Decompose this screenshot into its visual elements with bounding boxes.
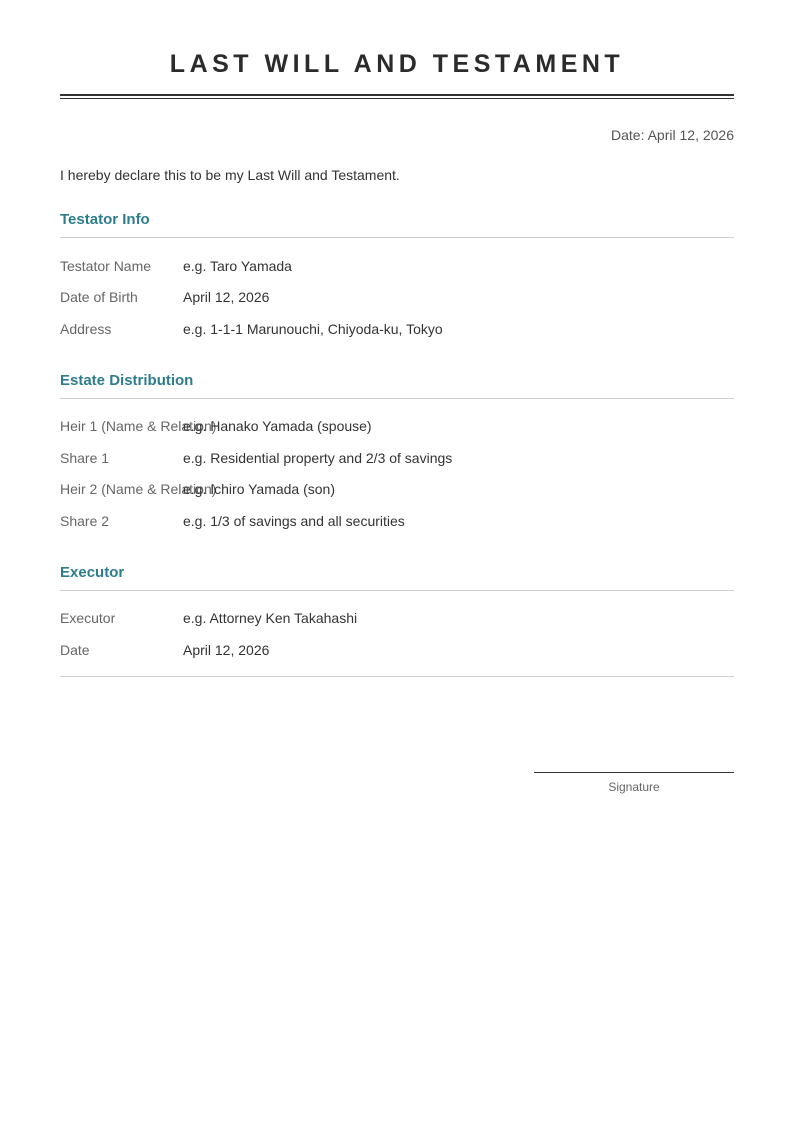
section-title-estate: Estate Distribution: [60, 371, 734, 399]
section-executor: [60, 563, 734, 666]
field-row-heir-2: [60, 474, 734, 506]
section-title-executor: Executor: [60, 563, 734, 591]
field-label: Executor: [60, 610, 116, 627]
field-value: e.g. Attorney Ken Takahashi: [183, 610, 358, 627]
field-row-date-of-birth: [60, 282, 734, 314]
field-label: Heir 2 (Name & Relation): [60, 481, 217, 498]
field-label: Date of Birth: [60, 289, 138, 306]
field-row-share-2: [60, 505, 734, 537]
field-row-address: [60, 313, 734, 345]
executor-fields: [60, 603, 734, 666]
field-value: April 12, 2026: [183, 641, 270, 658]
field-value: e.g. 1/3 of savings and all securities: [183, 512, 405, 529]
field-value: e.g. Ichiro Yamada (son): [183, 481, 336, 498]
field-label: Address: [60, 320, 112, 337]
field-value: April 12, 2026: [183, 289, 270, 306]
field-label: Date: [60, 641, 90, 658]
field-label: Testator Name: [60, 257, 152, 274]
field-value: e.g. 1-1-1 Marunouchi, Chiyoda-ku, Tokyo: [183, 320, 443, 337]
field-row-testator-name: [60, 250, 734, 282]
signature-label: Signature: [608, 780, 660, 794]
field-value: e.g. Hanako Yamada (spouse): [183, 418, 372, 435]
section-title-testator: Testator Info: [60, 210, 734, 238]
intro-declaration: I hereby declare this to be my Last Will and Testament.: [60, 167, 400, 183]
signature-line: [534, 772, 734, 773]
document-date: Date: April 12, 2026: [611, 127, 734, 143]
document-page: [60, 0, 734, 666]
estate-fields: [60, 411, 734, 537]
closing-divider: [60, 676, 734, 677]
section-testator-info: [60, 210, 734, 345]
field-value: e.g. Residential property and 2/3 of savings: [183, 449, 453, 466]
testator-fields: [60, 250, 734, 345]
field-row-share-1: [60, 442, 734, 474]
field-row-executor: [60, 603, 734, 635]
section-estate-distribution: [60, 371, 734, 537]
field-label: Share 2: [60, 512, 110, 529]
field-row-date: [60, 634, 734, 666]
field-value: e.g. Taro Yamada: [183, 257, 292, 274]
field-row-heir-1: [60, 411, 734, 443]
field-label: Heir 1 (Name & Relation): [60, 418, 217, 435]
document-title: LAST WILL AND TESTAMENT: [169, 50, 625, 78]
field-label: Share 1: [60, 449, 110, 466]
title-double-rule: [60, 94, 734, 99]
